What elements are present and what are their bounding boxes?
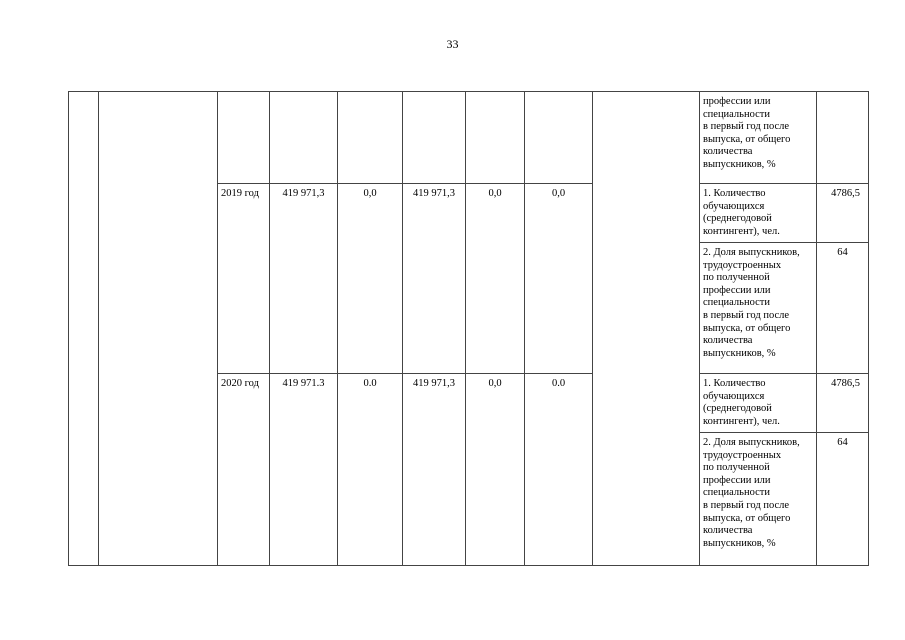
amount-cell: 0,0 xyxy=(466,184,525,374)
name-cell xyxy=(99,92,218,566)
amount-cell: 419 971,3 xyxy=(403,374,466,566)
year-cell: 2020 год xyxy=(218,374,270,566)
indicator-cell: 1. Количество обучающихся (среднегодовой контингент), чел. xyxy=(700,184,817,243)
indicator-cell: 2. Доля выпускников, трудоустроенных по полученной профессии или специальности в первый год после выпуска, от общего количества выпускников, % xyxy=(700,433,817,566)
amount-cell xyxy=(466,92,525,184)
indicator-value-cell: 4786,5 xyxy=(817,184,869,243)
amount-cell: 0,0 xyxy=(338,184,403,374)
indicator-cell: 2. Доля выпускников, трудоустроенных по полученной профессии или специальности в первый год после выпуска, от общего количества выпускников, % xyxy=(700,243,817,374)
year-cell: 2019 год xyxy=(218,184,270,374)
amount-cell xyxy=(403,92,466,184)
number-cell xyxy=(69,92,99,566)
amount-cell xyxy=(525,92,593,184)
amount-cell: 0,0 xyxy=(466,374,525,566)
amount-cell: 0.0 xyxy=(338,374,403,566)
amount-cell: 0.0 xyxy=(525,374,593,566)
amount-cell: 419 971,3 xyxy=(403,184,466,374)
page-number: 33 xyxy=(446,37,459,51)
indicator-value-cell: 64 xyxy=(817,243,869,374)
indicator-cell: 1. Количество обучающихся (среднегодовой контингент), чел. xyxy=(700,374,817,433)
executor-cell xyxy=(593,92,700,566)
amount-cell xyxy=(270,92,338,184)
year-cell xyxy=(218,92,270,184)
amount-cell xyxy=(338,92,403,184)
amount-total-cell: 419 971.3 xyxy=(270,374,338,566)
indicator-value-cell: 4786,5 xyxy=(817,374,869,433)
amount-total-cell: 419 971,3 xyxy=(270,184,338,374)
table-row-continuation xyxy=(69,92,869,184)
budget-table xyxy=(68,91,869,566)
amount-cell: 0,0 xyxy=(525,184,593,374)
indicator-value-cell: 64 xyxy=(817,433,869,566)
indicator-value-cell xyxy=(817,92,869,184)
indicator-cell: профессии или специальности в первый год после выпуска, от общего количества выпускников, % xyxy=(700,92,817,184)
